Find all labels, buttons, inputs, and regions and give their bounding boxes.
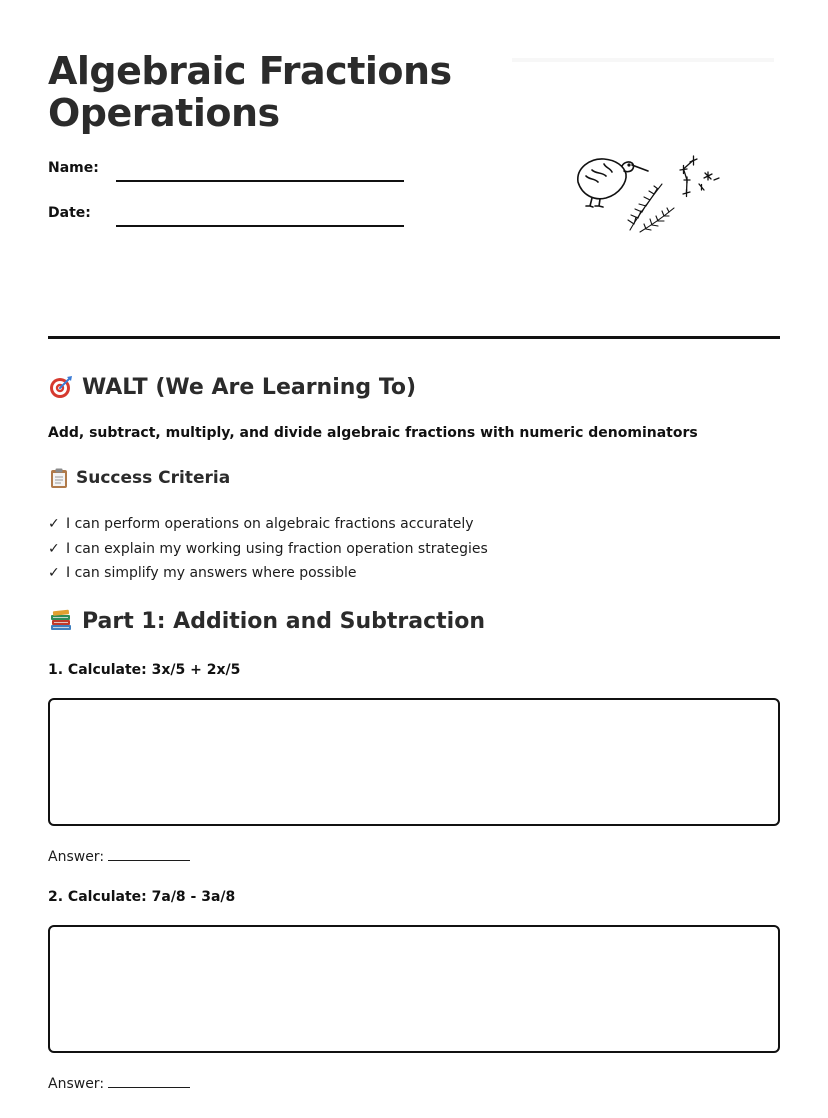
- list-item: [48, 512, 488, 537]
- kiwi-bird-icon: [578, 159, 648, 207]
- answer-blank-line[interactable]: [108, 846, 190, 861]
- southern-cross-stars-icon: [680, 156, 719, 197]
- part1-heading: [48, 608, 485, 634]
- list-item: [48, 537, 488, 562]
- walt-heading: [48, 374, 416, 400]
- date-field: [48, 205, 408, 235]
- question-1-working-box[interactable]: [48, 698, 780, 826]
- header-decoration-strip: [512, 58, 774, 62]
- success-criteria-heading: [48, 467, 230, 489]
- list-item: [48, 561, 488, 586]
- question-2-prompt: 2. Calculate: 7a/8 - 3a/8: [48, 889, 236, 905]
- date-writing-line: [116, 225, 404, 227]
- part1-heading-text: Part 1: Addition and Subtraction: [82, 608, 485, 634]
- checkmark-icon: ✓: [48, 516, 60, 532]
- criterion-text: I can simplify my answers where possible: [66, 565, 357, 581]
- success-criteria-heading-text: Success Criteria: [76, 468, 231, 488]
- target-icon: [48, 374, 74, 400]
- answer-label: Answer:: [48, 849, 105, 865]
- checkmark-icon: ✓: [48, 565, 60, 581]
- worksheet-title: Algebraic Fractions Operations: [48, 49, 452, 135]
- walt-statement: Add, subtract, multiply, and divide algebraic fractions with numeric denominators: [48, 425, 698, 441]
- answer-blank-line[interactable]: [108, 1073, 190, 1088]
- criterion-text: I can explain my working using fraction operation strategies: [66, 540, 488, 557]
- kiwi-fern-stars-illustration: [566, 150, 726, 240]
- clipboard-icon: [48, 467, 70, 489]
- question-2-answer: [48, 1073, 190, 1092]
- name-writing-line: [116, 180, 404, 182]
- fern-icon: [628, 184, 674, 232]
- header-divider: [48, 336, 780, 339]
- date-label: Date:: [48, 205, 91, 221]
- checkmark-icon: ✓: [48, 540, 60, 557]
- name-label: Name:: [48, 160, 99, 176]
- question-2-working-box[interactable]: [48, 925, 780, 1053]
- walt-heading-text: WALT (We Are Learning To): [82, 374, 417, 400]
- question-1-prompt: 1. Calculate: 3x/5 + 2x/5: [48, 662, 241, 678]
- criterion-text: I can perform operations on algebraic fractions accurately: [66, 516, 474, 532]
- answer-label: Answer:: [48, 1076, 105, 1092]
- success-criteria-list: [48, 512, 488, 586]
- books-icon: [48, 608, 74, 634]
- name-field: [48, 160, 408, 190]
- question-1-answer: [48, 846, 190, 865]
